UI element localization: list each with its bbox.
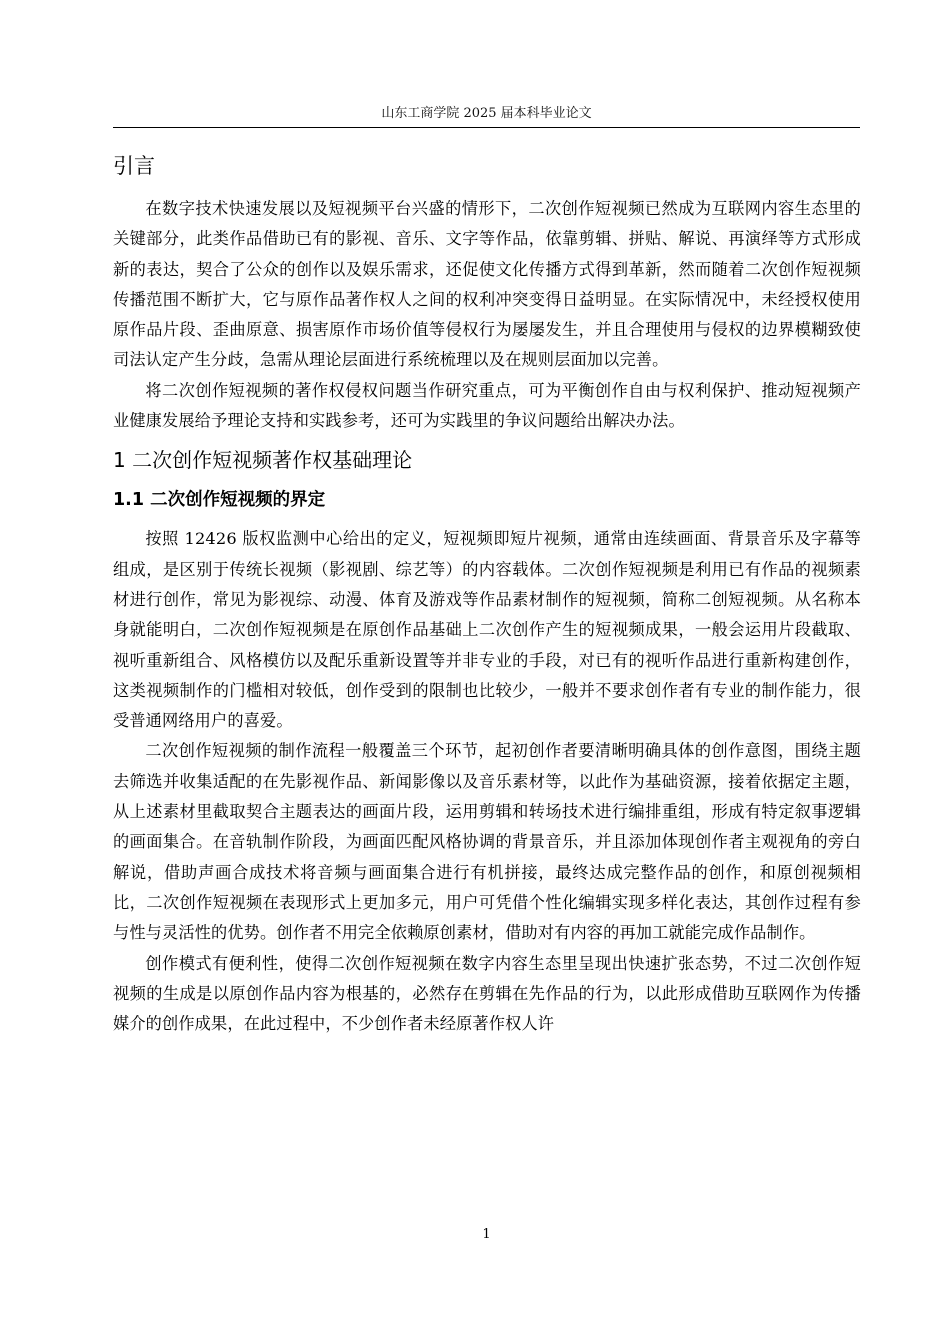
page-number: 1 bbox=[482, 1227, 491, 1242]
section-1-heading: 1 二次创作短视频著作权基础理论 bbox=[113, 448, 413, 473]
section-1-1-heading: 1.1 二次创作短视频的界定 bbox=[113, 490, 326, 511]
section-1-1-paragraph: 二次创作短视频的制作流程一般覆盖三个环节，起初创作者要清晰明确具体的创作意图，围绕主题去筛选并收集适配的在先影视作品、新闻影像以及音乐素材等，以此作为基础资源，接着依据定主题，从上述素材里截取契合主题表达的画面片段，运用剪辑和转场技术进行编排重组，形成有特定叙事逻辑的画面集合。在音轨制作阶段，为画面匹配风格协调的背景音乐，并且添加体现创作者主观视角的旁白解说，借助声画合成技术将音频与画面集合进行有机拼接，最终达成完整作品的创作，和原创视频相比，二次创作短视频在表现形式上更加多元，用户可凭借个性化编辑实现多样化表达，其创作过程有参与性与灵活性的优势。创作者不用完全依赖原创素材，借助对有内容的再加工就能完成作品制作。 bbox=[113, 741, 861, 943]
intro-paragraph: 在数字技术快速发展以及短视频平台兴盛的情形下，二次创作短视频已然成为互联网内容生态里的关键部分，此类作品借助已有的影视、音乐、文字等作品，依靠剪辑、拼贴、解说、再演绎等方式形成新的表达，契合了公众的创作以及娱乐需求，还促使文化传播方式得到革新，然而随着二次创作短视频传播范围不断扩大，它与原作品著作权人之间的权利冲突变得日益明显。在实际情况中，未经授权使用原作品片段、歪曲原意、损害原作市场价值等侵权行为屡屡发生，并且合理使用与侵权的边界模糊致使司法认定产生分歧，急需从理论层面进行系统梳理以及在规则层面加以完善。 bbox=[113, 199, 861, 370]
header-rule bbox=[113, 127, 860, 128]
running-header: 山东工商学院 2025 届本科毕业论文 bbox=[381, 106, 592, 121]
section-1-1-paragraph: 按照 12426 版权监测中心给出的定义，短视频即短片视频，通常由连续画面、背景音乐及字幕等组成，是区别于传统长视频（影视剧、综艺等）的内容载体。二次创作短视频是利用已有作品的视频素材进行创作，常见为影视综、动漫、体育及游戏等作品素材制作的短视频，简称二创短视频。从名称本身就能明白，二次创作短视频是在原创作品基础上二次创作产生的短视频成果，一般会运用片段截取、视听重新组合、风格模仿以及配乐重新设置等并非专业的手段，对已有的视听作品进行重新构建创作，这类视频制作的门槛相对较低，创作受到的限制也比较少，一般并不要求创作者有专业的制作能力，很受普通网络用户的喜爱。 bbox=[113, 529, 861, 731]
section-1-1-paragraph: 创作模式有便利性，使得二次创作短视频在数字内容生态里呈现出快速扩张态势，不过二次创作短视频的生成是以原创作品内容为根基的，必然存在剪辑在先作品的行为，以此形成借助互联网作为传播媒介的创作成果，在此过程中，不少创作者未经原著作权人许 bbox=[113, 953, 861, 1034]
intro-heading: 引言 bbox=[113, 154, 155, 178]
page-body bbox=[113, 148, 861, 1039]
intro-paragraph: 将二次创作短视频的著作权侵权问题当作研究重点，可为平衡创作自由与权利保护、推动短视频产业健康发展给予理论支持和实践参考，还可为实践里的争议问题给出解决办法。 bbox=[113, 380, 861, 431]
